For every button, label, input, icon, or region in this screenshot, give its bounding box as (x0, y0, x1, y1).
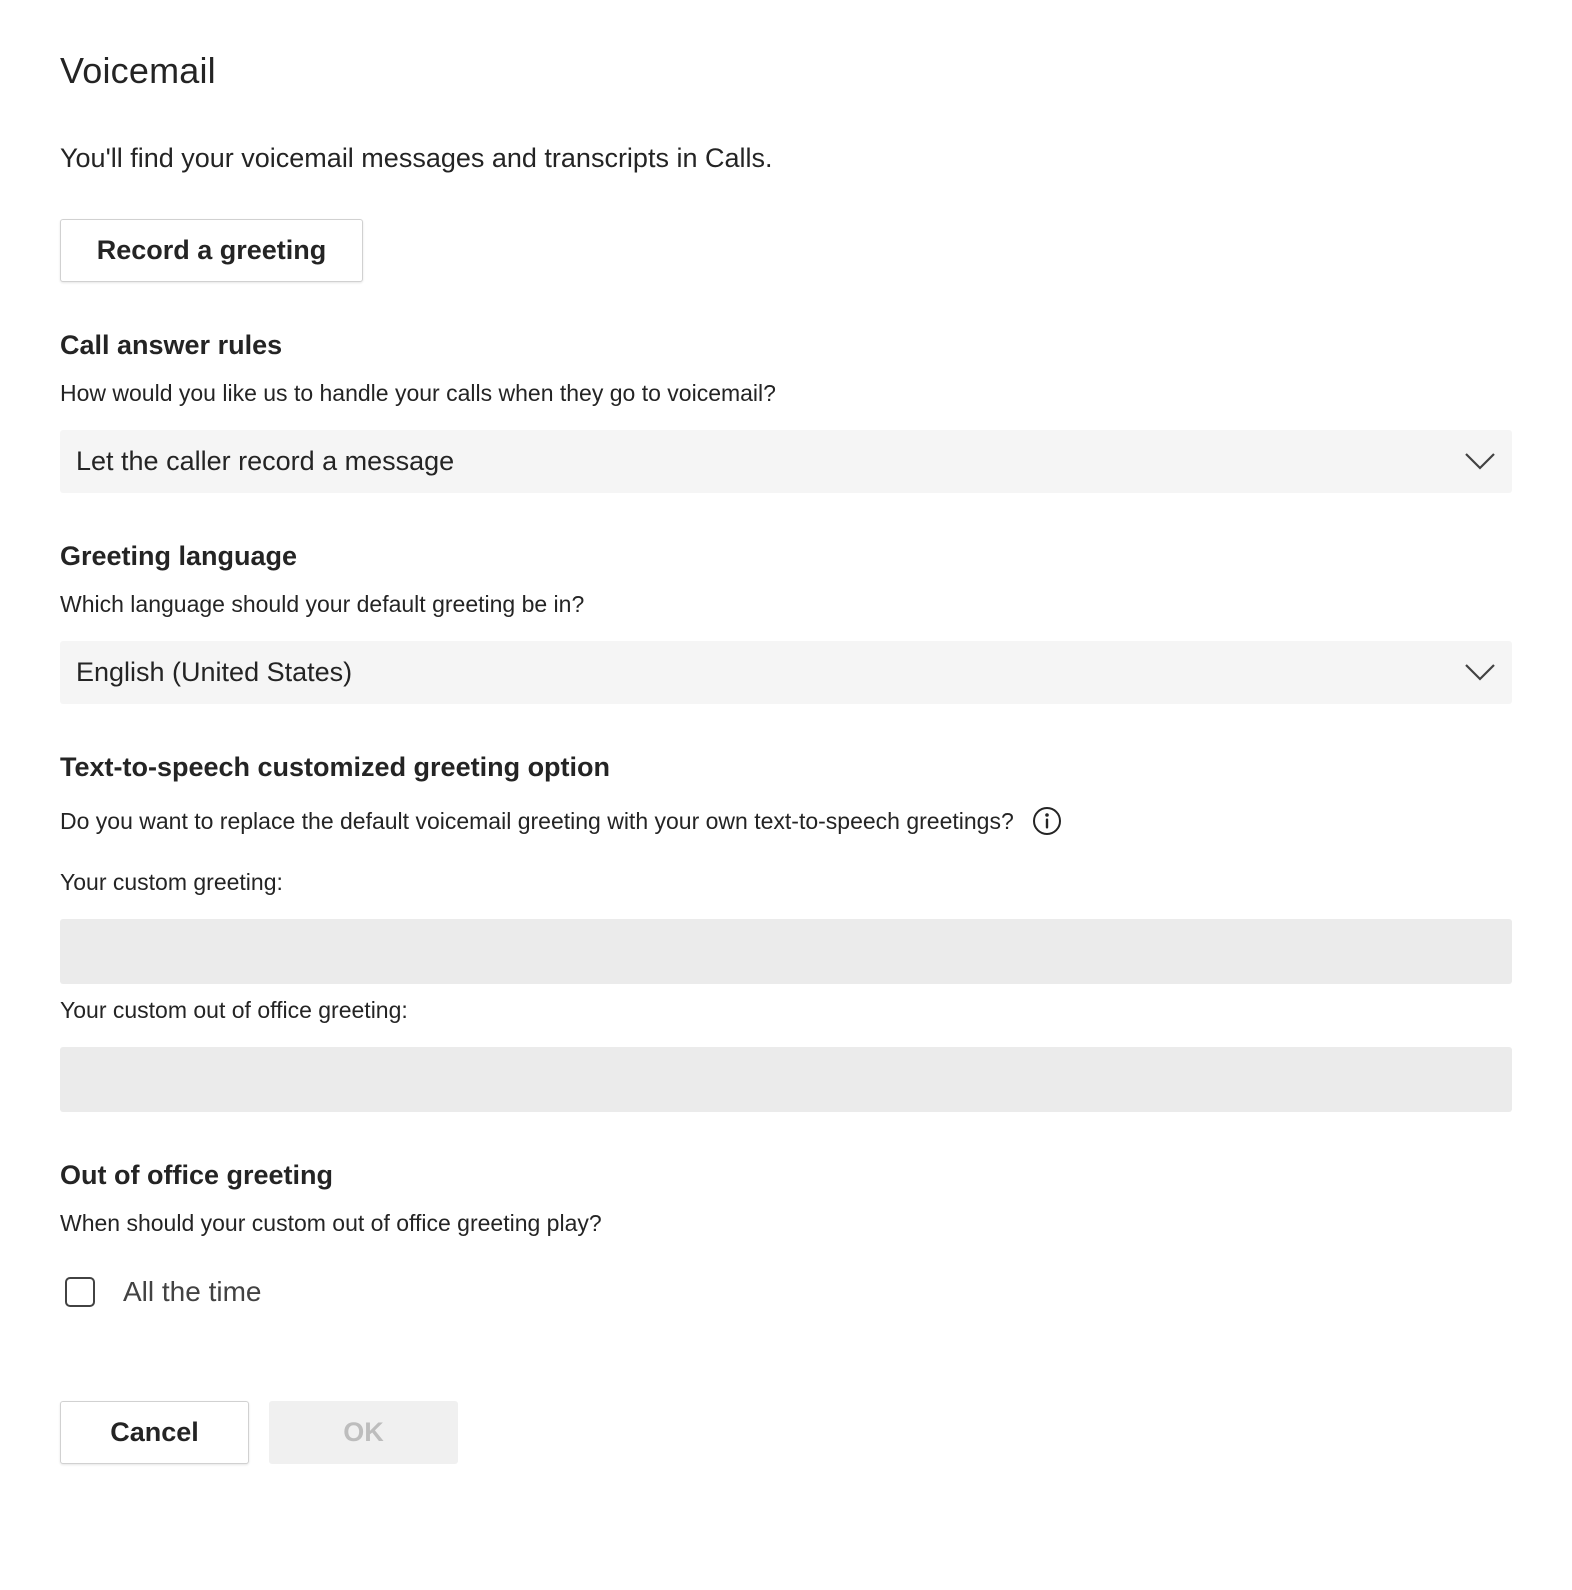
greeting-language-heading: Greeting language (60, 541, 298, 571)
cancel-button[interactable]: Cancel (60, 1401, 249, 1464)
chevron-down-icon (1464, 448, 1496, 472)
chevron-down-icon (1464, 659, 1496, 683)
tts-description: Do you want to replace the default voicemail greeting with your own text-to-speech greetings? (60, 807, 1014, 834)
greeting-language-description: Which language should your default greeting be in? (60, 591, 585, 617)
custom-greeting-input[interactable] (60, 919, 1512, 984)
custom-greeting-label: Your custom greeting: (60, 869, 283, 895)
record-greeting-button[interactable]: Record a greeting (60, 219, 363, 282)
dialog-title: Voicemail (60, 50, 216, 91)
ooo-greeting-label: Your custom out of office greeting: (60, 997, 408, 1023)
call-answer-rules-dropdown[interactable] (60, 430, 1512, 493)
voicemail-dialog (60, 0, 1512, 1590)
all-the-time-option[interactable] (65, 1276, 262, 1308)
all-the-time-label: All the time (123, 1276, 262, 1307)
greeting-language-selected: English (United States) (76, 657, 353, 687)
tts-description-row (60, 806, 1062, 836)
greeting-language-dropdown[interactable] (60, 641, 1512, 704)
out-of-office-heading: Out of office greeting (60, 1160, 333, 1190)
ooo-greeting-input[interactable] (60, 1047, 1512, 1112)
tts-heading: Text-to-speech customized greeting option (60, 752, 611, 782)
info-icon[interactable] (1032, 806, 1062, 836)
call-answer-rules-selected: Let the caller record a message (76, 446, 455, 476)
call-answer-rules-heading: Call answer rules (60, 330, 283, 360)
ok-button[interactable]: OK (269, 1401, 458, 1464)
intro-text: You'll find your voicemail messages and transcripts in Calls. (60, 143, 773, 173)
call-answer-rules-description: How would you like us to handle your calls when they go to voicemail? (60, 380, 776, 406)
out-of-office-description: When should your custom out of office greeting play? (60, 1210, 602, 1236)
all-the-time-checkbox[interactable] (65, 1277, 95, 1307)
